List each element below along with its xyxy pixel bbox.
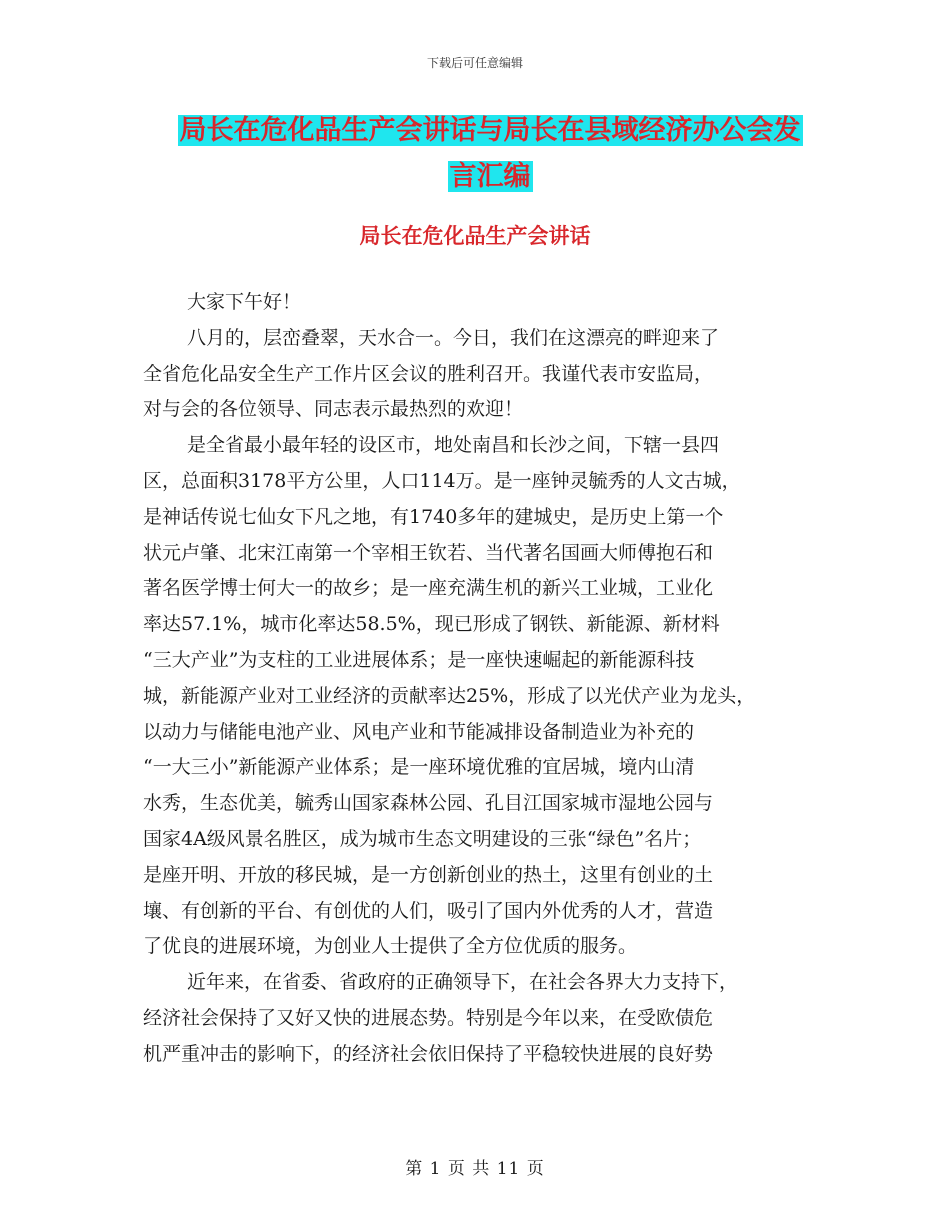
title-line-2: 言汇编 — [449, 161, 531, 192]
text-line: 率达57.1%，城市化率达58.5%，现已形成了钢铁、新能源、新材料 — [143, 613, 720, 636]
text-line: 水秀，生态优美，毓秀山国家森林公园、孔目江国家城市湿地公园与 — [143, 792, 714, 815]
page-footer: 第 1 页 共 11 页 — [405, 1159, 545, 1179]
text-line: 了优良的进展环境，为创业人士提供了全方位优质的服务。 — [143, 935, 638, 958]
text-line: 是全省最小最年轻的设区市，地处南昌和长沙之间，下辖一县四 — [187, 434, 720, 457]
document-title — [130, 108, 850, 200]
text-line: 国家4A级风景名胜区，成为城市生态文明建设的三张“绿色”名片； — [143, 827, 702, 850]
text-line: 是神话传说七仙女下凡之地，有1740多年的建城史，是历史上第一个 — [143, 505, 724, 528]
body-text — [143, 285, 833, 1073]
text-line: 以动力与储能电池产业、风电产业和节能减排设备制造业为补充的 — [143, 720, 695, 743]
text-line: 八月的，层峦叠翠，天水合一。今日，我们在这漂亮的畔迎来了 — [187, 326, 720, 349]
text-line: 城，新能源产业对工业经济的贡献率达25%，形成了以光伏产业为龙头， — [143, 684, 756, 707]
text-line: “一大三小”新能源产业体系；是一座环境优雅的宜居城，境内山清 — [143, 756, 695, 779]
text-line: “三大产业”为支柱的工业进展体系；是一座快速崛起的新能源科技 — [143, 648, 695, 671]
section-title: 局长在危化品生产会讲话 — [359, 224, 591, 248]
text-line: 区，总面积3178平方公里，人口114万。是一座钟灵毓秀的人文古城， — [143, 469, 741, 492]
text-line: 对与会的各位领导、同志表示最热烈的欢迎！ — [143, 398, 524, 421]
text-line: 全省危化品安全生产工作片区会议的胜利召开。我谨代表市安监局， — [143, 362, 714, 385]
text-line: 机严重冲击的影响下，的经济社会依旧保持了平稳较快进展的良好势 — [143, 1042, 714, 1065]
text-line: 著名医学博士何大一的故乡；是一座充满生机的新兴工业城，工业化 — [143, 577, 714, 600]
text-line: 经济社会保持了又好又快的进展态势。特别是今年以来，在受欧债危 — [143, 1006, 714, 1029]
title-line-1: 局长在危化品生产会讲话与局长在县域经济办公会发 — [179, 115, 801, 146]
text-line: 状元卢肇、北宋江南第一个宰相王钦若、当代著名国画大师傅抱石和 — [143, 541, 714, 564]
header-note: 下载后可任意编辑 — [426, 56, 523, 70]
text-line: 近年来，在省委、省政府的正确领导下，在社会各界大力支持下， — [187, 971, 739, 994]
text-line: 大家下午好！ — [187, 291, 302, 313]
text-line: 壤、有创新的平台、有创优的人们，吸引了国内外优秀的人才，营造 — [143, 899, 714, 922]
text-line: 是座开明、开放的移民城，是一方创新创业的热土，这里有创业的土 — [143, 863, 714, 886]
